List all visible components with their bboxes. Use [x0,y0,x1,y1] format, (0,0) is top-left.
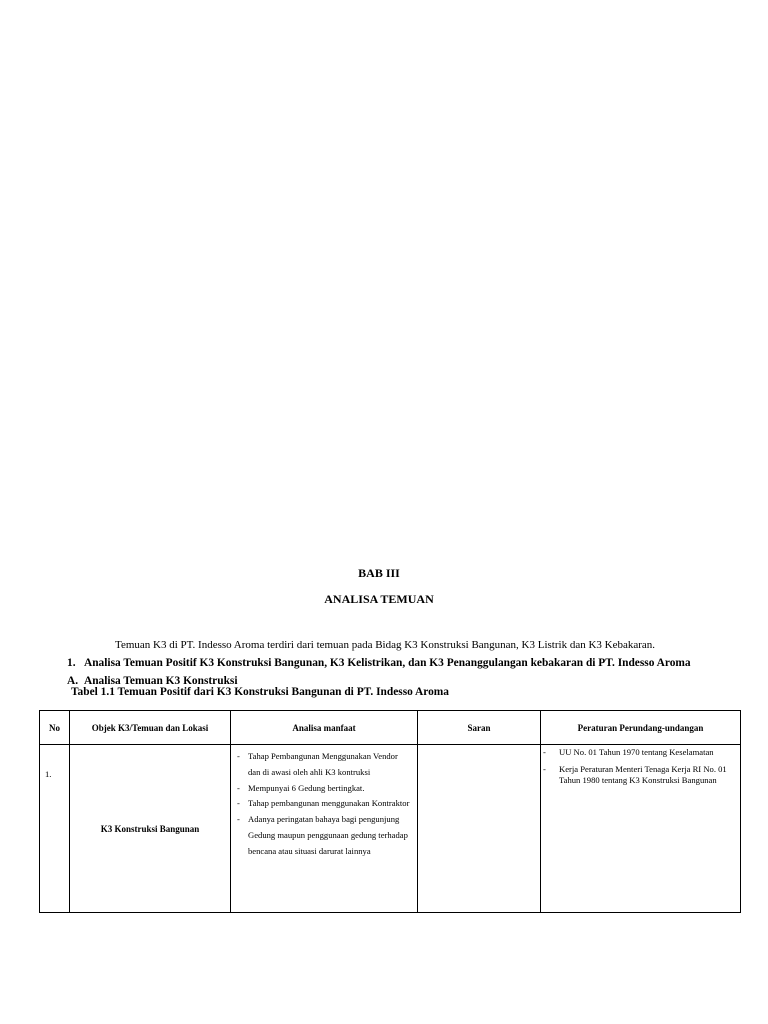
regulation-list [541,745,740,787]
analysis-item: - Tahap pembangunan menggunakan Kontraktor [237,796,411,812]
chapter-number: BAB III [358,566,400,580]
header-object: Objek K3/Temuan dan Lokasi [70,711,231,745]
analysis-item: - Mempunyai 6 Gedung bertingkat. [237,781,411,797]
analysis-item: - Adanya peringatan bahaya bagi pengunjung Gedung maupun penggunaan gedung terhadap bencana atau situasi darurat lainnya [237,812,411,859]
subsection-heading-text: Analisa Temuan K3 Konstruksi [84,675,238,687]
table-header-row [40,711,741,745]
chapter-title: ANALISA TEMUAN [324,592,434,606]
table-row [40,745,741,913]
section-number: 1. [67,657,76,669]
cell-analysis [231,745,418,913]
analysis-item: - Tahap Pembangunan Menggunakan Vendor dan di awasi oleh ahli K3 kontruksi [237,749,411,781]
header-suggestion: Saran [418,711,541,745]
header-no: No [40,711,70,745]
section-heading-1 [67,657,691,669]
cell-object: K3 Konstruksi Bangunan [70,745,231,913]
findings-table [39,710,741,913]
header-regulation: Peraturan Perundang-undangan [541,711,741,745]
analysis-list [231,745,417,860]
regulation-item: - UU No. 01 Tahun 1970 tentang Keselamatan [543,747,734,759]
table-caption: Tabel 1.1 Temuan Positif dari K3 Konstruksi Bangunan di PT. Indesso Aroma [71,686,449,698]
cell-no: 1. [40,745,70,913]
regulation-item: - Kerja Peraturan Menteri Tenaga Kerja RI No. 01 Tahun 1980 tentang K3 Konstruksi Bangunan [543,764,734,787]
section-heading-text: Analisa Temuan Positif K3 Konstruksi Bangunan, K3 Kelistrikan, dan K3 Penanggulangan kebakaran di PT. Indesso Aroma [84,657,691,669]
intro-paragraph: Temuan K3 di PT. Indesso Aroma terdiri dari temuan pada Bidag K3 Konstruksi Bangunan, K3 Listrik dan K3 Kebakaran. [115,639,656,651]
cell-suggestion [418,745,541,913]
subsection-letter: A. [67,675,79,687]
cell-regulation [541,745,741,913]
header-analysis: Analisa manfaat [231,711,418,745]
